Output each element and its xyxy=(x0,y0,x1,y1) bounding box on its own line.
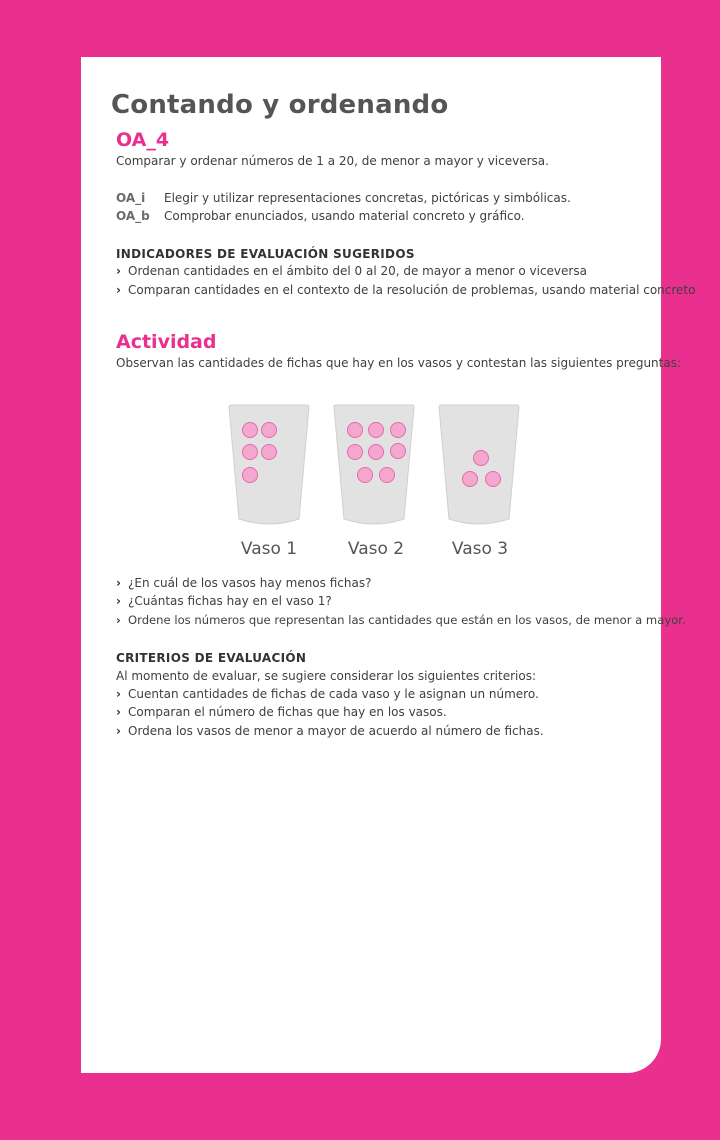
chevron-right-icon: › xyxy=(116,724,121,738)
criteria-heading: CRITERIOS DE EVALUACIÓN xyxy=(116,651,307,665)
cup-vaso-2 xyxy=(334,405,414,524)
page-title: Contando y ordenando xyxy=(111,90,449,120)
chevron-right-icon: › xyxy=(116,705,121,719)
indicator-text: Ordenan cantidades en el ámbito del 0 al 20, de mayor a menor o viceversa xyxy=(128,264,587,278)
activity-description: Observan las cantidades de fichas que hay en los vasos y contestan las siguientes preguntas: xyxy=(116,356,682,370)
chip xyxy=(348,423,363,438)
activity-title: Actividad xyxy=(116,331,217,353)
criteria-item xyxy=(116,705,447,719)
cup-label: Vaso 1 xyxy=(240,539,298,559)
question-item xyxy=(116,576,371,590)
oa-code: OA_4 xyxy=(116,129,170,151)
objective-code: OA_b xyxy=(116,209,150,223)
cup-vaso-1 xyxy=(229,405,309,524)
question-text: ¿En cuál de los vasos hay menos fichas? xyxy=(128,576,372,590)
chevron-right-icon: › xyxy=(116,576,121,590)
cup-vaso-3 xyxy=(439,405,519,524)
criteria-text: Ordena los vasos de menor a mayor de acuerdo al número de fichas. xyxy=(128,724,544,738)
question-item xyxy=(116,594,332,608)
indicator-text: Comparan cantidades en el contexto de la resolución de problemas, usando material concreto xyxy=(128,283,696,297)
chip xyxy=(391,444,406,459)
oa-description: Comparar y ordenar números de 1 a 20, de menor a mayor y viceversa. xyxy=(116,154,549,168)
document-page xyxy=(81,57,696,1073)
objective-row xyxy=(116,209,525,223)
chip xyxy=(369,445,384,460)
criteria-item xyxy=(116,724,544,738)
criteria-intro: Al momento de evaluar, se sugiere considerar los siguientes criterios: xyxy=(116,669,536,683)
chip xyxy=(243,468,258,483)
indicators-heading: INDICADORES DE EVALUACIÓN SUGERIDOS xyxy=(116,247,415,261)
objective-row xyxy=(116,191,571,205)
chip xyxy=(369,423,384,438)
chip xyxy=(243,445,258,460)
criteria-text: Comparan el número de fichas que hay en los vasos. xyxy=(128,705,447,719)
chip xyxy=(348,445,363,460)
chevron-right-icon: › xyxy=(116,283,121,297)
question-text: Ordene los números que representan las cantidades que están en los vasos, de menor a mayor. xyxy=(128,613,686,627)
objective-text: Comprobar enunciados, usando material concreto y gráfico. xyxy=(164,209,525,223)
objective-code: OA_i xyxy=(116,191,146,205)
question-text: ¿Cuántas fichas hay en el vaso 1? xyxy=(128,594,332,608)
chip xyxy=(358,468,373,483)
criteria-text: Cuentan cantidades de fichas de cada vaso y le asignan un número. xyxy=(128,687,539,701)
chip xyxy=(243,423,258,438)
cup-label: Vaso 2 xyxy=(347,539,405,559)
chip xyxy=(262,445,277,460)
chip xyxy=(391,423,406,438)
criteria-item xyxy=(116,687,539,701)
indicator-item xyxy=(116,283,695,297)
indicator-item xyxy=(116,264,587,278)
chevron-right-icon: › xyxy=(116,594,121,608)
cups-illustration xyxy=(221,403,531,563)
chip xyxy=(486,472,501,487)
chip xyxy=(463,472,478,487)
chevron-right-icon: › xyxy=(116,687,121,701)
chevron-right-icon: › xyxy=(116,613,121,627)
question-item xyxy=(116,613,686,627)
cup-label: Vaso 3 xyxy=(451,539,509,559)
chip xyxy=(474,451,489,466)
chip xyxy=(262,423,277,438)
chevron-right-icon: › xyxy=(116,264,121,278)
objective-text: Elegir y utilizar representaciones concretas, pictóricas y simbólicas. xyxy=(164,191,571,205)
chip xyxy=(380,468,395,483)
